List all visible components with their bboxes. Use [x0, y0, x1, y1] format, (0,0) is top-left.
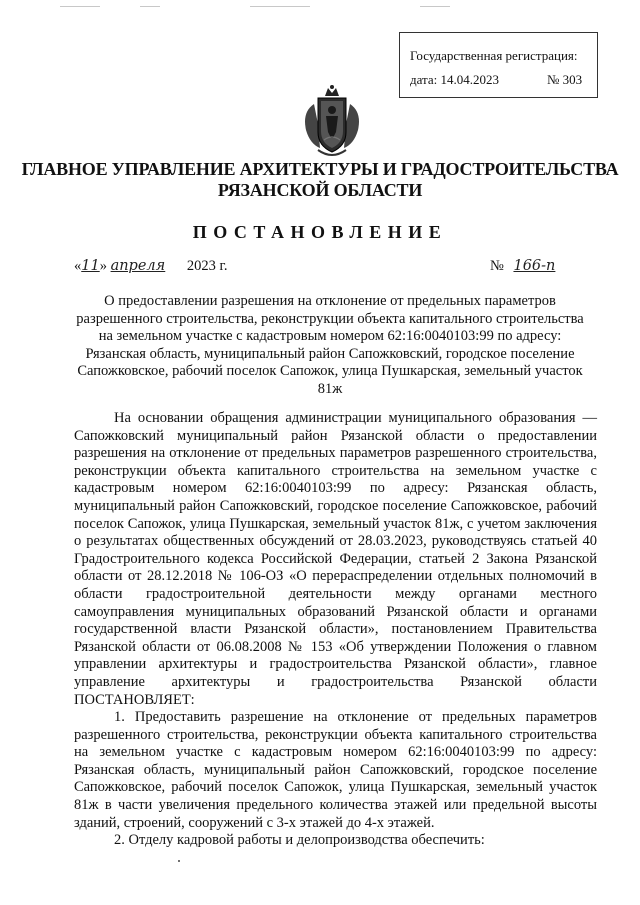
- registration-date: дата: 14.04.2023: [410, 72, 500, 87]
- subject-line: на земельном участке с кадастровым номером 62:16:0040103:99 по адресу:: [98, 328, 562, 345]
- subject-line: разрешенного строительства, реконструкции объекта капитального строительства: [76, 310, 584, 327]
- body-paragraph-item-1: 1. Предоставить разрешение на отклонение от предельных параметров разрешенного строительства, реконструкции объекта капитального строительства на земельном участке с кадастровым номером 62:16:0040103:99 по адресу: Рязанская область, муниципальный район Сапожковский, городское поселение Сапожковское, рабочий поселок Сапожок, улица Пушкарская, земельный участок 81ж в части увеличения предельного количества этажей или предельной высоты зданий, строений, сооружений с 3-х этажей до 4-х этажей.: [74, 709, 597, 831]
- date-open-quote: «: [74, 258, 82, 274]
- scan-artifact-line: [140, 6, 160, 7]
- scan-speck: [178, 860, 180, 862]
- document-number: [490, 258, 569, 275]
- date-year: 2023 г.: [186, 258, 228, 274]
- document-body: [74, 410, 597, 850]
- scan-artifact-line: [60, 6, 100, 7]
- subject-line: 81ж: [317, 380, 343, 397]
- document-date: [74, 258, 227, 275]
- document-number-value: 166-п: [513, 258, 556, 274]
- scan-artifact-line: [250, 6, 310, 7]
- registration-details: [410, 68, 597, 92]
- body-paragraph-preamble: На основании обращения администрации муниципального образования — Сапожковский муниципальный район Рязанской области о предоставлении разрешения на отклонение от предельных параметров разрешенного строительства, реконструкции объекта капитального строительства на земельном участке с кадастровым номером 62:16:0040103:99 по адресу: Рязанская область, муниципальный район Сапожковский, городское поселение Сапожковское, рабочий поселок Сапожок, улица Пушкарская, земельный участок 81ж, с учетом заключения о результатах общественных обсуждений от 28.03.2023, руководствуясь статьей 40 Градостроительного кодекса Российской Федерации, статьей 2 Закона Рязанской области от 28.12.2018 № 106-ОЗ «О перераспределении отдельных полномочий в области градостроительной деятельности между органами местного самоуправления муниципальных образований Рязанской области и органами государственной власти Рязанской области», постановлением Правительства Рязанской области от 06.08.2008 № 153 «Об утверждении Положения о главном управлении архитектуры и градостроительства Рязанской области», главное управление архитектуры и градостроительства Рязанской области ПОСТАНОВЛЯЕТ:: [74, 410, 597, 708]
- scan-artifact-line: [420, 6, 450, 7]
- subject-line: Сапожковское, рабочий поселок Сапожок, улица Пушкарская, земельный участок: [77, 363, 583, 380]
- date-day: 11: [81, 258, 100, 274]
- registration-number: № 303: [547, 72, 583, 87]
- organization-title: [0, 159, 640, 201]
- subject-line: О предоставлении разрешения на отклонение от предельных параметров: [104, 293, 556, 309]
- organization-title-line1: ГЛАВНОЕ УПРАВЛЕНИЕ АРХИТЕКТУРЫ И ГРАДОСТРОИТЕЛЬСТВА: [21, 159, 619, 179]
- date-month: апреля: [110, 258, 166, 274]
- document-type: ПОСТАНОВЛЕНИЕ: [192, 222, 448, 242]
- registration-header: Государственная регистрация:: [410, 48, 578, 63]
- registration-stamp: [399, 32, 598, 98]
- ryazan-coat-of-arms-icon: [300, 84, 364, 160]
- date-close-quote: »: [99, 258, 107, 274]
- document-number-prefix: №: [490, 258, 504, 274]
- body-paragraph-item-2: 2. Отделу кадровой работы и делопроизводства обеспечить:: [114, 832, 485, 849]
- organization-title-line2: РЯЗАНСКОЙ ОБЛАСТИ: [217, 180, 423, 200]
- subject-line: Рязанская область, муниципальный район Сапожковский, городское поселение: [85, 345, 575, 362]
- document-subject: [64, 293, 596, 399]
